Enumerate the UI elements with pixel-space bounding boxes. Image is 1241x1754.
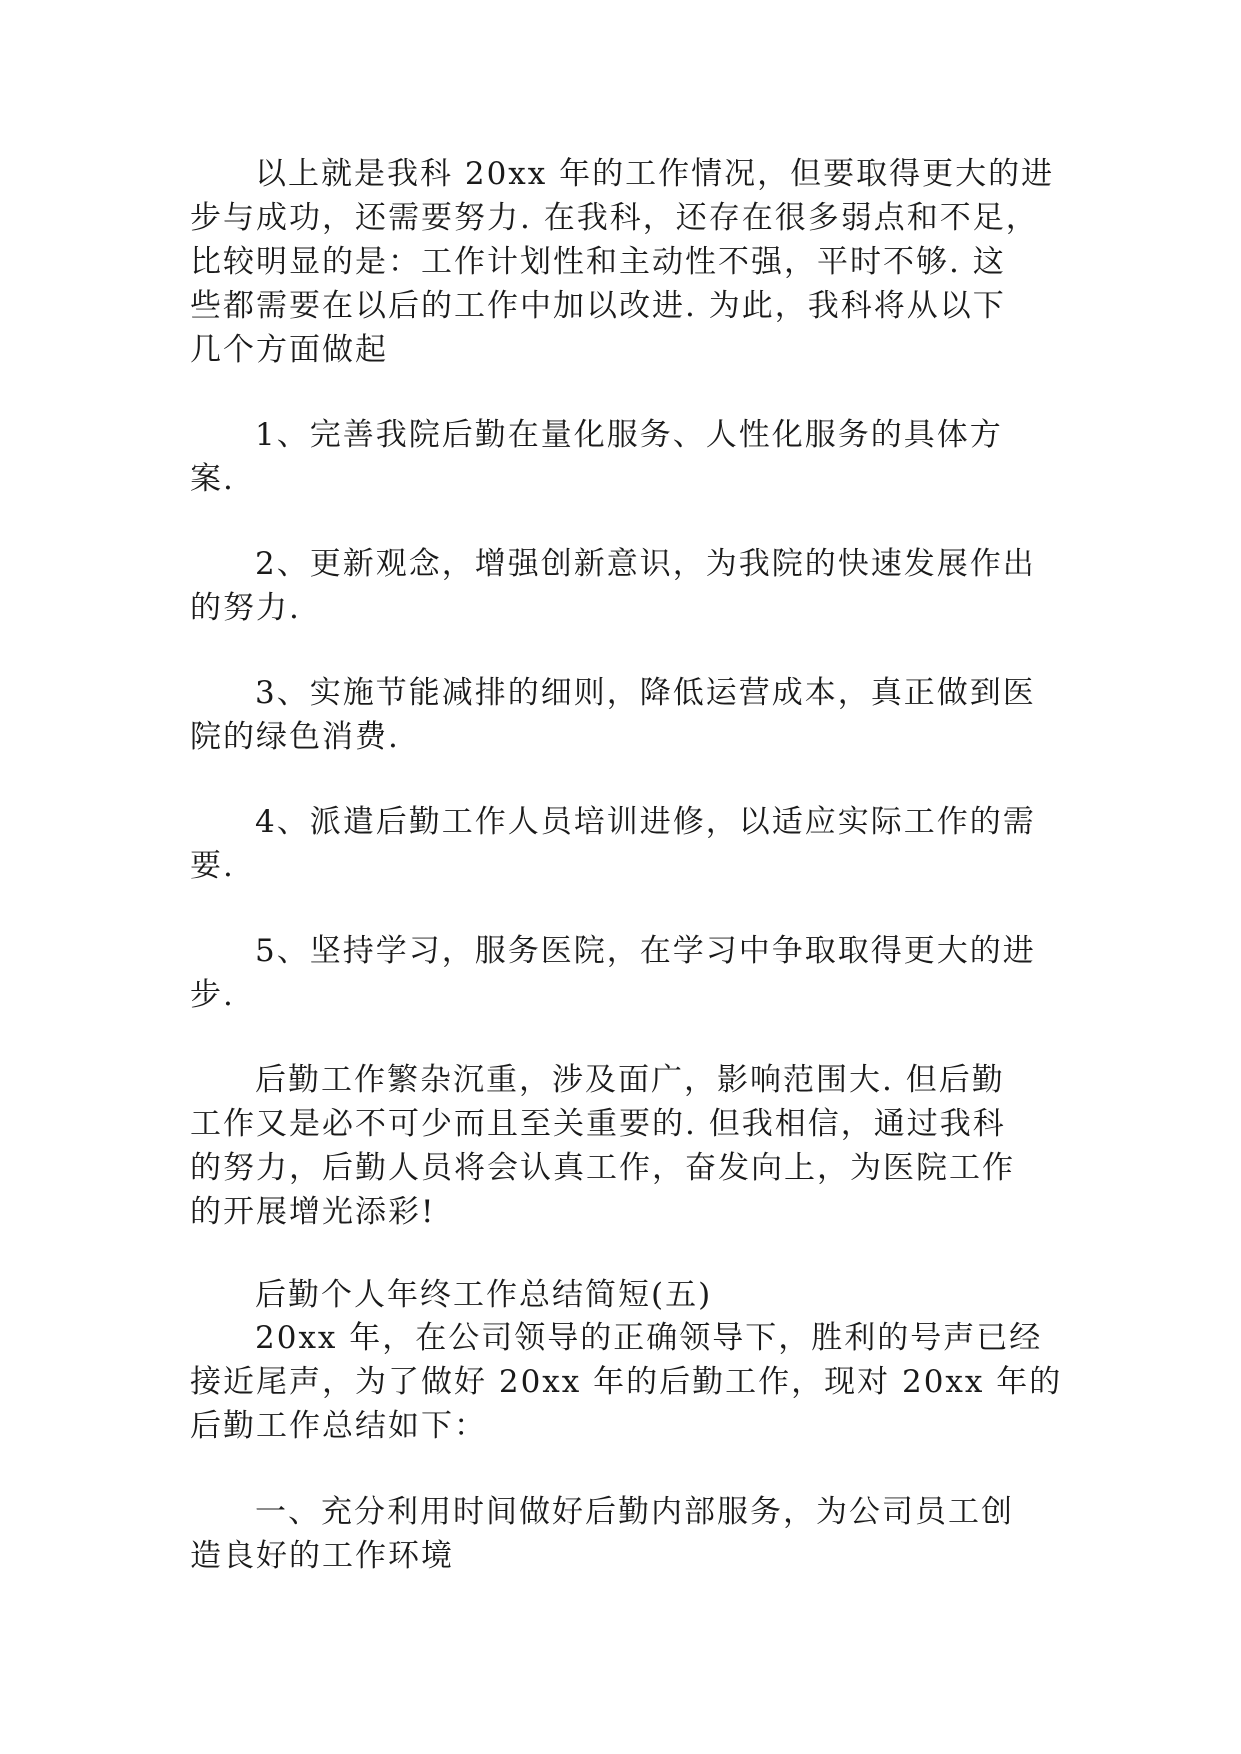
- paragraph-line: 造良好的工作环境: [190, 1538, 454, 1574]
- list-item-line: 要.: [190, 848, 235, 884]
- list-item-line: 步.: [190, 977, 235, 1013]
- paragraph-line: 比较明显的是：工作计划性和主动性不强，平时不够. 这: [190, 244, 1006, 280]
- list-item-line: 院的绿色消费.: [190, 719, 400, 755]
- section-heading: 后勤个人年终工作总结简短(五): [255, 1277, 713, 1313]
- paragraph-line: 接近尾声，为了做好 20xx 年的后勤工作，现对 20xx 年的: [190, 1364, 1063, 1400]
- list-item-line: 4、派遣后勤工作人员培训进修，以适应实际工作的需: [255, 804, 1036, 840]
- paragraph-line: 后勤工作繁杂沉重，涉及面广，影响范围大. 但后勤: [255, 1062, 1005, 1098]
- paragraph-line: 几个方面做起: [190, 332, 388, 368]
- paragraph-line: 步与成功，还需要努力. 在我科，还存在很多弱点和不足，: [190, 200, 1039, 236]
- paragraph-line: 的努力，后勤人员将会认真工作，奋发向上，为医院工作: [190, 1150, 1015, 1186]
- list-item-line: 5、坚持学习，服务医院，在学习中争取取得更大的进: [255, 933, 1036, 969]
- paragraph-line: 工作又是必不可少而且至关重要的. 但我相信，通过我科: [190, 1106, 1006, 1142]
- list-item-line: 2、更新观念，增强创新意识，为我院的快速发展作出: [255, 546, 1036, 582]
- list-item-line: 案.: [190, 461, 235, 497]
- paragraph-line: 的开展增光添彩!: [190, 1194, 436, 1230]
- paragraph-line: 后勤工作总结如下：: [190, 1408, 487, 1444]
- paragraph-line: 些都需要在以后的工作中加以改进. 为此，我科将从以下: [190, 288, 1006, 324]
- list-item-line: 1、完善我院后勤在量化服务、人性化服务的具体方: [255, 417, 1003, 453]
- paragraph-line: 以上就是我科 20xx 年的工作情况，但要取得更大的进: [255, 156, 1055, 192]
- list-item-line: 的努力.: [190, 590, 301, 626]
- paragraph-line: 20xx 年，在公司领导的正确领导下，胜利的号声已经: [255, 1320, 1043, 1356]
- paragraph-line: 一、充分利用时间做好后勤内部服务，为公司员工创: [255, 1494, 1014, 1530]
- list-item-line: 3、实施节能减排的细则，降低运营成本，真正做到医: [255, 675, 1036, 711]
